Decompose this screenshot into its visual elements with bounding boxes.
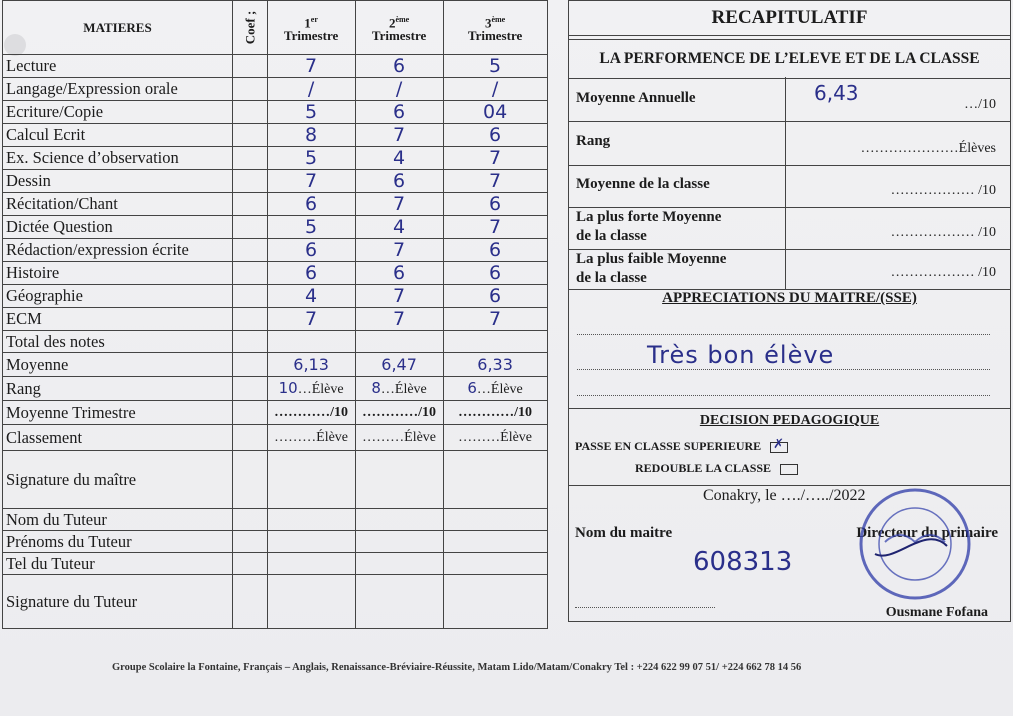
table-row (3, 262, 548, 285)
nom-tuteur-row (3, 509, 548, 531)
rang-recap-row (569, 121, 1010, 166)
moyenne-annuelle-label: Moyenne Annuelle (576, 90, 696, 106)
matieres-header: MATIERES (3, 1, 233, 55)
grade-t1: 4 (267, 285, 355, 308)
rang-t2: 8…Élève (355, 377, 443, 401)
grade-t3: 6 (443, 239, 547, 262)
moyenne-classe-value: ……………… /10 (785, 165, 1010, 207)
total-row (3, 331, 548, 353)
table-row (3, 124, 548, 147)
grade-t1: 7 (267, 55, 355, 78)
grade-t3: 7 (443, 308, 547, 331)
moyenne-trimestre-label: Moyenne Trimestre (3, 401, 233, 425)
grade-t2: 7 (355, 239, 443, 262)
subject-name: Langage/Expression orale (3, 78, 233, 101)
table-row (3, 78, 548, 101)
subject-name: Dessin (3, 170, 233, 193)
table-row (3, 170, 548, 193)
coef-cell (233, 262, 268, 285)
appreciations-title: APPRECIATIONS DU MAITRE/(SSE) (662, 290, 917, 306)
coef-cell (233, 147, 268, 170)
classement-row (3, 425, 548, 451)
recap-panel (568, 0, 1011, 622)
tel-tuteur-label: Tel du Tuteur (3, 553, 233, 575)
moyenne-row (3, 353, 548, 377)
grade-t2: 6 (355, 101, 443, 124)
forte-moyenne-value: ……………… /10 (785, 207, 1010, 249)
coef-cell (233, 78, 268, 101)
directeur-label: Directeur du primaire (856, 525, 998, 541)
grade-t3: 6 (443, 262, 547, 285)
subject-name: Ex. Science d’observation (3, 147, 233, 170)
subject-name: Récitation/Chant (3, 193, 233, 216)
table-row (3, 308, 548, 331)
subject-name: Histoire (3, 262, 233, 285)
classement-label: Classement (3, 425, 233, 451)
grade-t1: / (267, 78, 355, 101)
grade-t2: 7 (355, 124, 443, 147)
moy-trim-t1: …………/10 (267, 401, 355, 425)
performance-title: LA PERFORMENCE DE L’ELEVE ET DE LA CLASSE (569, 39, 1010, 79)
grade-t3: 7 (443, 216, 547, 239)
subject-name: Ecriture/Copie (3, 101, 233, 124)
subject-name: Calcul Ecrit (3, 124, 233, 147)
moyenne-t2: 6,47 (355, 353, 443, 377)
table-row (3, 216, 548, 239)
table-row (3, 285, 548, 308)
moyenne-annuelle-row (569, 77, 1010, 122)
table-header-row (3, 1, 548, 55)
grade-t3: / (443, 78, 547, 101)
trimester-2-header: 2ème Trimestre (355, 1, 443, 55)
rang-t1: 10…Élève (267, 377, 355, 401)
grade-t3: 6 (443, 193, 547, 216)
grade-t2: 7 (355, 285, 443, 308)
moyenne-t3: 6,33 (443, 353, 547, 377)
redouble-checkbox[interactable] (780, 464, 798, 475)
grade-t2: 4 (355, 147, 443, 170)
lieu-date: Conakry, le …./…../2022 (703, 487, 866, 504)
grade-t1: 6 (267, 193, 355, 216)
forte-moyenne-row (569, 207, 1010, 250)
rang-recap-value: …………………Élèves (785, 121, 1010, 165)
faible-moyenne-row (569, 249, 1010, 290)
grade-t3: 7 (443, 147, 547, 170)
appreciation-line (577, 369, 990, 370)
classement-t1: ………Élève (267, 425, 355, 451)
coef-cell (233, 193, 268, 216)
subject-name: Dictée Question (3, 216, 233, 239)
appreciation-handwritten: Très bon élève (647, 341, 835, 369)
moyenne-classe-row (569, 165, 1010, 208)
table-row (3, 55, 548, 78)
subject-rows (3, 55, 548, 331)
coef-cell (233, 55, 268, 78)
table-row (3, 193, 548, 216)
grades-table (2, 0, 548, 629)
faible-moyenne-value: ……………… /10 (785, 249, 1010, 289)
moy-trim-t3: …………/10 (443, 401, 547, 425)
faible-moyenne-label: La plus faible Moyenne de la classe (576, 251, 727, 286)
grade-t2: 4 (355, 216, 443, 239)
nom-tuteur-label: Nom du Tuteur (3, 509, 233, 531)
grade-t3: 04 (443, 101, 547, 124)
table-row (3, 147, 548, 170)
school-stamp-icon (855, 484, 975, 604)
prenoms-tuteur-row (3, 531, 548, 553)
grade-t1: 6 (267, 262, 355, 285)
grade-t3: 5 (443, 55, 547, 78)
coef-cell (233, 285, 268, 308)
grade-t1: 5 (267, 216, 355, 239)
coef-cell (233, 308, 268, 331)
subject-name: ECM (3, 308, 233, 331)
subject-name: Rédaction/expression écrite (3, 239, 233, 262)
recap-title: RECAPITULATIF (569, 1, 1010, 36)
footer-text: Groupe Scolaire la Fontaine, Français – Anglais, Renaissance-Bréviaire-Réussite, Matam Lido/Matam/Conakry Tel : +224 622 99 07 51/ +224 662 78 14 56 (112, 662, 802, 673)
coef-cell (233, 101, 268, 124)
signature-maitre-label: Signature du maître (3, 451, 233, 509)
table-row (3, 101, 548, 124)
grade-t3: 6 (443, 285, 547, 308)
passe-checkbox[interactable]: ✗ (770, 442, 788, 453)
grade-t1: 6 (267, 239, 355, 262)
grade-t3: 6 (443, 124, 547, 147)
decision-section (569, 408, 1010, 486)
grade-t1: 5 (267, 101, 355, 124)
grade-t2: 6 (355, 55, 443, 78)
coef-cell (233, 239, 268, 262)
moyenne-classe-label: Moyenne de la classe (576, 176, 710, 192)
grade-t3: 7 (443, 170, 547, 193)
coef-cell (233, 170, 268, 193)
rang-row (3, 377, 548, 401)
moyenne-label: Moyenne (3, 353, 233, 377)
grade-t2: 6 (355, 170, 443, 193)
grade-t2: 7 (355, 193, 443, 216)
trimester-1-header: 1er Trimestre (267, 1, 355, 55)
maitre-code-handwritten: 608313 (693, 547, 793, 577)
total-label: Total des notes (3, 331, 233, 353)
coef-header: Coef ; (233, 1, 268, 55)
grade-t1: 7 (267, 170, 355, 193)
forte-moyenne-label: La plus forte Moyenne de la classe (576, 209, 722, 244)
moy-trim-t2: …………/10 (355, 401, 443, 425)
appreciation-line (577, 334, 990, 335)
moyenne-t1: 6,13 (267, 353, 355, 377)
prenoms-tuteur-label: Prénoms du Tuteur (3, 531, 233, 553)
option-passe: PASSE EN CLASSE SUPERIEURE ✗ (575, 439, 788, 454)
moyenne-trimestre-row (3, 401, 548, 425)
subject-name: Géographie (3, 285, 233, 308)
moyenne-annuelle-value: 6,43 …/10 (785, 77, 1010, 121)
table-row (3, 239, 548, 262)
nom-maitre-label: Nom du maitre (575, 525, 673, 541)
rang-label: Rang (3, 377, 233, 401)
appreciation-line (577, 395, 990, 396)
classement-t2: ………Élève (355, 425, 443, 451)
decision-title: DECISION PEDAGOGIQUE (699, 413, 880, 428)
option-redouble: REDOUBLE LA CLASSE (635, 461, 798, 476)
rang-recap-label: Rang (576, 133, 611, 149)
grade-t2: / (355, 78, 443, 101)
signature-tuteur-row (3, 575, 548, 629)
subject-name: Lecture (3, 55, 233, 78)
coef-cell (233, 124, 268, 147)
signature-maitre-row (3, 451, 548, 509)
grade-t2: 6 (355, 262, 443, 285)
classement-t3: ………Élève (443, 425, 547, 451)
signature-tuteur-label: Signature du Tuteur (3, 575, 233, 629)
director-name: Ousmane Fofana (885, 605, 988, 620)
grade-t2: 7 (355, 308, 443, 331)
grade-t1: 8 (267, 124, 355, 147)
trimester-3-header: 3ème Trimestre (443, 1, 547, 55)
grade-t1: 5 (267, 147, 355, 170)
rang-t3: 6…Élève (443, 377, 547, 401)
grade-t1: 7 (267, 308, 355, 331)
signature-line (575, 607, 715, 608)
tel-tuteur-row (3, 553, 548, 575)
coef-cell (233, 216, 268, 239)
